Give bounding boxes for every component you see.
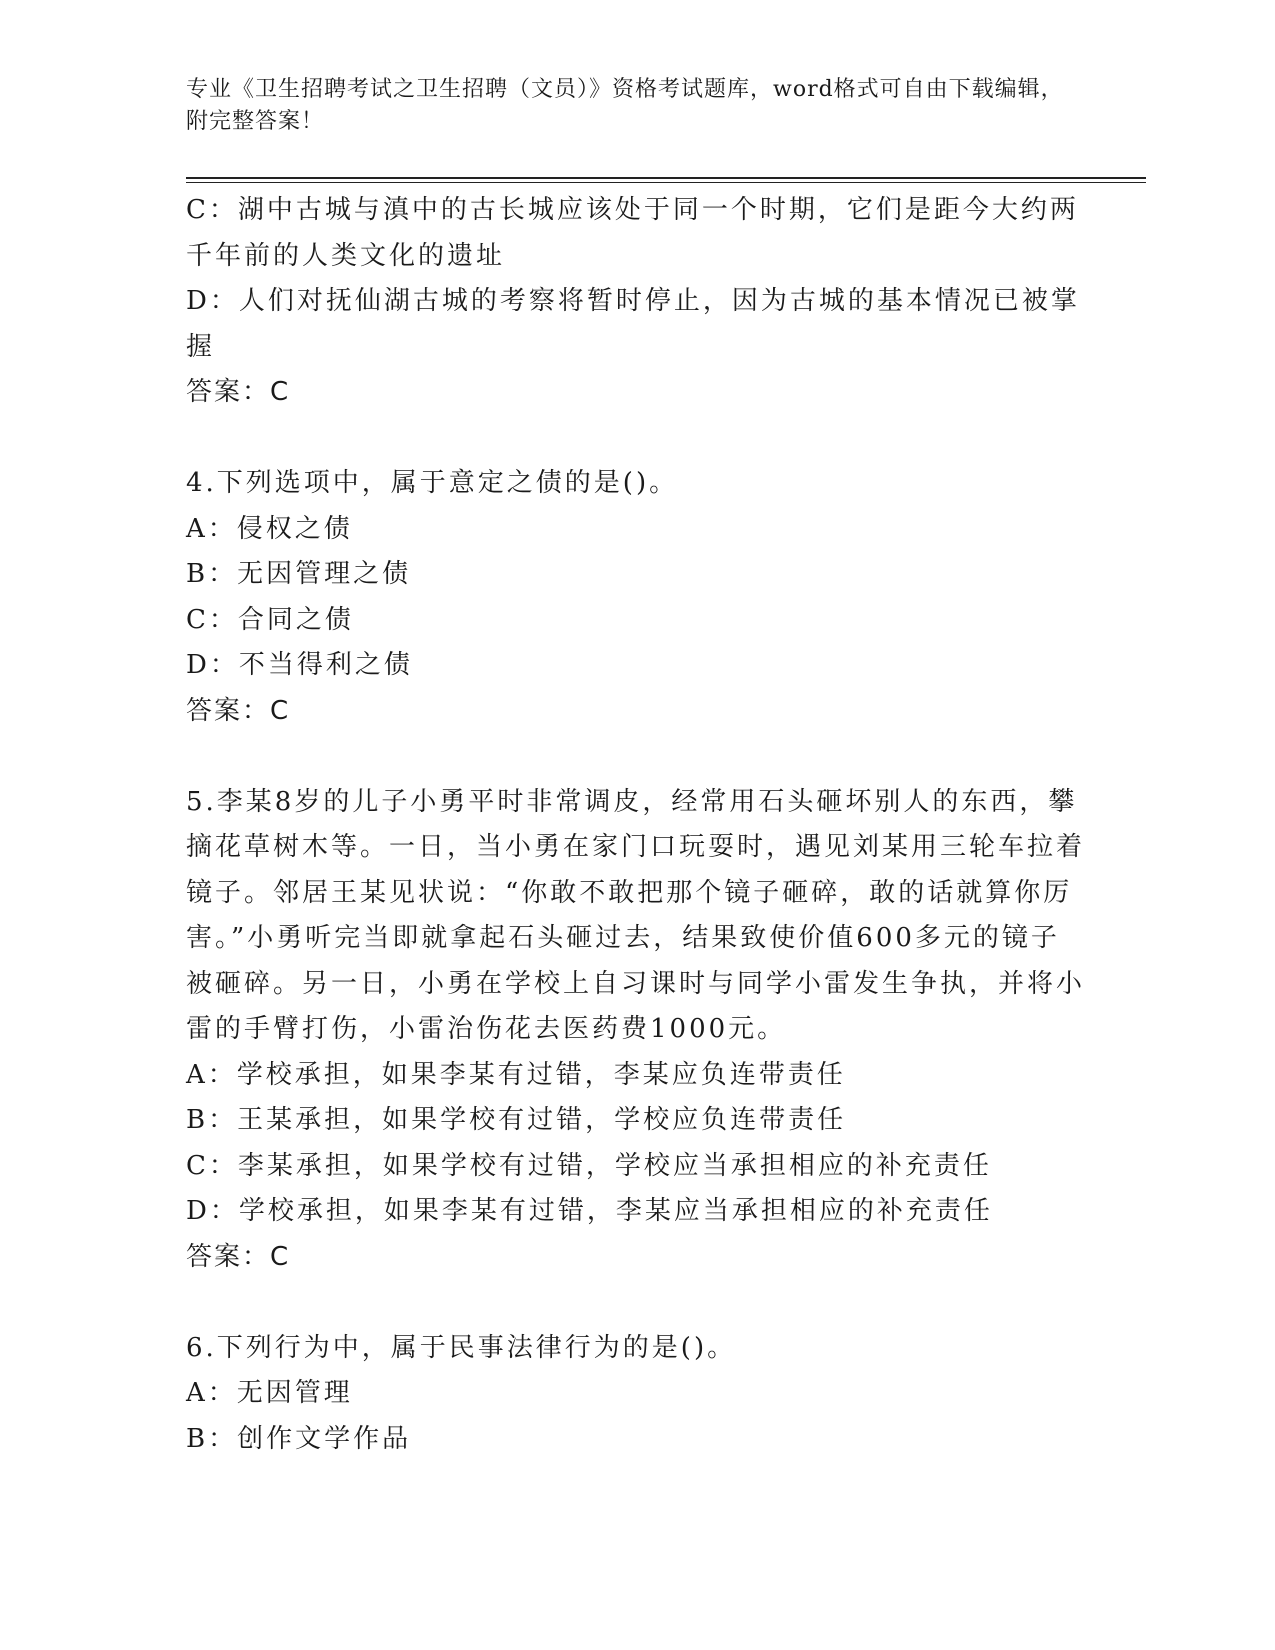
q4-option-a: A：侵权之债 bbox=[186, 513, 353, 544]
question-content bbox=[186, 188, 1086, 1462]
q5-option-a: A：学校承担，如果李某有过错，李某应负连带责任 bbox=[186, 1059, 846, 1090]
q5-option-d: D：学校承担，如果李某有过错，李某应当承担相应的补充责任 bbox=[186, 1196, 993, 1226]
q5-option-c: C：李某承担，如果学校有过错，学校应当承担相应的补充责任 bbox=[186, 1150, 992, 1181]
spacer bbox=[186, 1280, 1086, 1326]
header-rule-thick bbox=[186, 177, 1146, 179]
q4-answer: 答案：C bbox=[186, 695, 291, 726]
q5-stem: 5.李某8岁的儿子小勇平时非常调皮，经常用石头砸坏别人的东西，攀摘花草树木等。一日，当小勇在家门口玩耍时，遇见刘某用三轮车拉着镜子。邻居王某见状说：“你敢不敢把那个镜子砸碎，敢的话就算你厉害。”小勇听完当即就拿起石头砸过去，结果致使价值600多元的镜子被砸碎。另一日，小勇在学校上自习课时与同学小雷发生争执，并将小雷的手臂打伤，小雷治伤花去医药费1000元。 bbox=[186, 786, 1086, 1044]
q4-option-b: B：无因管理之债 bbox=[186, 559, 412, 589]
q4-option-d: D：不当得利之债 bbox=[186, 650, 413, 680]
header-rule-thin bbox=[186, 182, 1146, 183]
q6-option-b: B：创作文学作品 bbox=[186, 1423, 412, 1454]
q3-option-d: D：人们对抚仙湖古城的考察将暂时停止，因为古城的基本情况已被掌握 bbox=[186, 286, 1080, 362]
q3-answer: 答案：C bbox=[186, 377, 291, 407]
spacer bbox=[186, 734, 1086, 780]
q3-option-c: C：湖中古城与滇中的古长城应该处于同一个时期，它们是距今大约两千年前的人类文化的遗址 bbox=[186, 195, 1079, 271]
q4-stem: 4.下列选项中，属于意定之债的是()。 bbox=[186, 468, 679, 498]
document-header: 专业《卫生招聘考试之卫生招聘（文员）》资格考试题库，word格式可自由下载编辑，附完整答案！ bbox=[186, 77, 1064, 134]
q5-answer: 答案：C bbox=[186, 1241, 291, 1272]
q6-option-a: A：无因管理 bbox=[186, 1378, 353, 1408]
q4-option-c: C：合同之债 bbox=[186, 604, 354, 635]
q6-stem: 6.下列行为中，属于民事法律行为的是()。 bbox=[186, 1332, 737, 1363]
q5-option-b: B：王某承担，如果学校有过错，学校应负连带责任 bbox=[186, 1105, 847, 1135]
spacer bbox=[186, 416, 1086, 462]
